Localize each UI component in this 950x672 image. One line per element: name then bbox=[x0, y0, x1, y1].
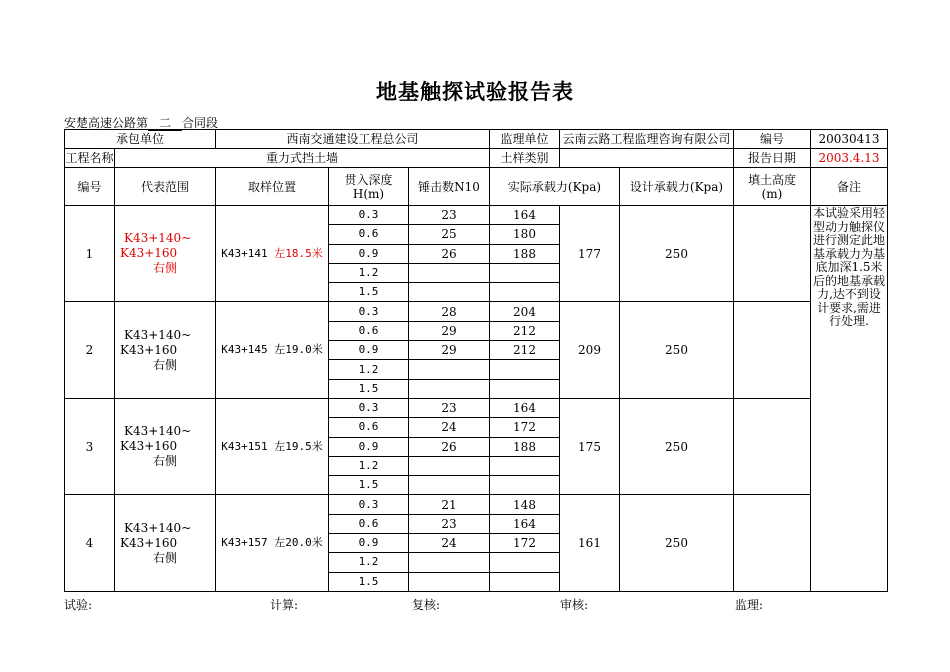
remarks-cell: 本试验采用轻型动力触探仪进行测定此地基承载力为基底加深1.5米后的地基承载力,达不到设计要求,需进行处理. bbox=[811, 206, 888, 592]
report-date-label: 报告日期 bbox=[734, 149, 811, 168]
col-fill bbox=[734, 168, 811, 206]
depth-cell: 0.3 bbox=[329, 398, 409, 417]
design-capacity: 250 bbox=[620, 495, 734, 591]
row-location bbox=[216, 495, 329, 591]
row-range-line3: 右侧 bbox=[153, 357, 178, 372]
n10-cell bbox=[409, 553, 490, 572]
n10-load-cell: 204 bbox=[490, 302, 560, 321]
row-location bbox=[216, 398, 329, 494]
depth-cell: 0.9 bbox=[329, 534, 409, 553]
n10-load-cell bbox=[490, 553, 560, 572]
n10-cell: 23 bbox=[409, 206, 490, 225]
row-location bbox=[216, 206, 329, 302]
number-value: 20030413 bbox=[811, 130, 888, 149]
row-range-line3: 右侧 bbox=[153, 261, 178, 276]
n10-cell: 28 bbox=[409, 302, 490, 321]
col-design: 设计承载力(Kpa) bbox=[620, 168, 734, 206]
n10-load-cell: 172 bbox=[490, 418, 560, 437]
row-no: 1 bbox=[65, 206, 115, 302]
actual-capacity: 177 bbox=[560, 206, 620, 302]
depth-cell: 1.2 bbox=[329, 360, 409, 379]
depth-cell: 0.6 bbox=[329, 321, 409, 340]
depth-cell: 1.2 bbox=[329, 456, 409, 475]
fill-height bbox=[734, 302, 811, 398]
col-range: 代表范围 bbox=[115, 168, 216, 206]
n10-cell bbox=[409, 572, 490, 591]
n10-cell bbox=[409, 360, 490, 379]
report-date-value: 2003.4.13 bbox=[811, 149, 888, 168]
row-range-line1: K43+140~ bbox=[124, 520, 192, 535]
n10-cell: 24 bbox=[409, 418, 490, 437]
n10-load-cell bbox=[490, 456, 560, 475]
depth-cell: 0.3 bbox=[329, 206, 409, 225]
n10-load-cell: 180 bbox=[490, 225, 560, 244]
row-range-line3: 右侧 bbox=[153, 550, 178, 565]
contractor-label: 承包单位 bbox=[65, 130, 216, 149]
n10-cell: 26 bbox=[409, 437, 490, 456]
table-row bbox=[65, 206, 888, 225]
project-suffix: 合同段 bbox=[182, 116, 219, 130]
depth-cell: 1.2 bbox=[329, 553, 409, 572]
col-depth-line1: 贯入深度 bbox=[344, 172, 393, 187]
n10-cell: 23 bbox=[409, 398, 490, 417]
row-range-line2: K43+160 bbox=[120, 342, 178, 357]
depth-cell: 1.5 bbox=[329, 283, 409, 302]
n10-load-cell bbox=[490, 476, 560, 495]
supervisor-value: 云南云路工程监理咨询有限公司 bbox=[560, 130, 734, 149]
col-remarks: 备注 bbox=[811, 168, 888, 206]
row-location-main: K43+151 左19.5米 bbox=[221, 439, 323, 453]
n10-load-cell: 212 bbox=[490, 341, 560, 360]
row-no: 3 bbox=[65, 398, 115, 494]
n10-load-cell: 164 bbox=[490, 514, 560, 533]
row-range-line2: K43+160 bbox=[120, 439, 178, 454]
n10-cell bbox=[409, 283, 490, 302]
n10-load-cell bbox=[490, 360, 560, 379]
n10-cell bbox=[409, 476, 490, 495]
soil-type-value bbox=[560, 149, 734, 168]
n10-load-cell: 212 bbox=[490, 321, 560, 340]
depth-cell: 1.5 bbox=[329, 572, 409, 591]
audit-signature: 审核: bbox=[560, 598, 589, 612]
header-row-2 bbox=[65, 149, 888, 168]
fill-height bbox=[734, 206, 811, 302]
table-row bbox=[65, 495, 888, 514]
actual-capacity: 175 bbox=[560, 398, 620, 494]
row-range-line1: K43+140~ bbox=[124, 327, 192, 342]
row-location-main: K43+157 左20.0米 bbox=[221, 536, 323, 550]
n10-cell: 23 bbox=[409, 514, 490, 533]
row-location-main: K43+145 左19.0米 bbox=[221, 343, 323, 357]
actual-capacity: 161 bbox=[560, 495, 620, 591]
project-name-value: 重力式挡土墙 bbox=[115, 149, 490, 168]
n10-cell: 21 bbox=[409, 495, 490, 514]
depth-cell: 0.6 bbox=[329, 418, 409, 437]
n10-load-cell bbox=[490, 379, 560, 398]
column-header-row bbox=[65, 168, 888, 206]
design-capacity: 250 bbox=[620, 206, 734, 302]
n10-load-cell bbox=[490, 572, 560, 591]
col-depth-line2: H(m) bbox=[352, 186, 385, 201]
col-fill-line2: (m) bbox=[761, 186, 783, 201]
col-n10: 锤击数N10 bbox=[409, 168, 490, 206]
actual-capacity: 209 bbox=[560, 302, 620, 398]
n10-load-cell: 188 bbox=[490, 244, 560, 263]
n10-load-cell: 188 bbox=[490, 437, 560, 456]
page-title: 地基触探试验报告表 bbox=[376, 79, 574, 104]
supervisor-label: 监理单位 bbox=[490, 130, 560, 149]
n10-load-cell bbox=[490, 263, 560, 282]
depth-cell: 0.6 bbox=[329, 225, 409, 244]
project-prefix: 安楚高速公路第 bbox=[64, 116, 149, 130]
row-range-line1: K43+140~ bbox=[124, 231, 192, 246]
row-location-red: 左18.5米 bbox=[274, 246, 323, 260]
n10-cell: 25 bbox=[409, 225, 490, 244]
row-range bbox=[115, 206, 216, 302]
row-location bbox=[216, 302, 329, 398]
row-location-main: K43+141 bbox=[221, 246, 275, 260]
table-row bbox=[65, 302, 888, 321]
test-signature: 试验: bbox=[64, 598, 93, 612]
row-range-line2: K43+160 bbox=[120, 246, 178, 261]
depth-cell: 1.5 bbox=[329, 379, 409, 398]
n10-cell: 24 bbox=[409, 534, 490, 553]
depth-cell: 0.3 bbox=[329, 302, 409, 321]
col-depth bbox=[329, 168, 409, 206]
design-capacity: 250 bbox=[620, 398, 734, 494]
depth-cell: 0.9 bbox=[329, 244, 409, 263]
depth-cell: 0.9 bbox=[329, 341, 409, 360]
n10-cell bbox=[409, 263, 490, 282]
row-range bbox=[115, 495, 216, 591]
col-location: 取样位置 bbox=[216, 168, 329, 206]
supervise-signature: 监理: bbox=[735, 598, 764, 612]
n10-load-cell: 164 bbox=[490, 206, 560, 225]
header-row-1 bbox=[65, 130, 888, 149]
row-range bbox=[115, 302, 216, 398]
row-range-line2: K43+160 bbox=[120, 535, 178, 550]
depth-cell: 1.2 bbox=[329, 263, 409, 282]
n10-cell: 29 bbox=[409, 341, 490, 360]
depth-cell: 0.9 bbox=[329, 437, 409, 456]
contractor-value: 西南交通建设工程总公司 bbox=[216, 130, 490, 149]
table-row bbox=[65, 398, 888, 417]
number-label: 编号 bbox=[734, 130, 811, 149]
row-range-line1: K43+140~ bbox=[124, 424, 192, 439]
fill-height bbox=[734, 495, 811, 591]
row-range bbox=[115, 398, 216, 494]
fill-height bbox=[734, 398, 811, 494]
n10-cell: 26 bbox=[409, 244, 490, 263]
n10-load-cell: 164 bbox=[490, 398, 560, 417]
row-no: 4 bbox=[65, 495, 115, 591]
n10-load-cell: 148 bbox=[490, 495, 560, 514]
col-no: 编号 bbox=[65, 168, 115, 206]
row-range-line3: 右侧 bbox=[153, 454, 178, 469]
review-signature: 复核: bbox=[412, 598, 441, 612]
depth-cell: 1.5 bbox=[329, 476, 409, 495]
n10-load-cell bbox=[490, 283, 560, 302]
row-no: 2 bbox=[65, 302, 115, 398]
calc-signature: 计算: bbox=[270, 598, 299, 612]
project-name-label: 工程名称 bbox=[65, 149, 115, 168]
depth-cell: 0.6 bbox=[329, 514, 409, 533]
n10-cell: 29 bbox=[409, 321, 490, 340]
soil-type-label: 土样类别 bbox=[490, 149, 560, 168]
col-actual: 实际承载力(Kpa) bbox=[490, 168, 620, 206]
n10-load-cell: 172 bbox=[490, 534, 560, 553]
n10-cell bbox=[409, 456, 490, 475]
project-section: 二 bbox=[148, 117, 182, 131]
col-fill-line1: 填土高度 bbox=[747, 172, 796, 187]
n10-cell bbox=[409, 379, 490, 398]
depth-cell: 0.3 bbox=[329, 495, 409, 514]
report-table bbox=[64, 129, 888, 592]
design-capacity: 250 bbox=[620, 302, 734, 398]
